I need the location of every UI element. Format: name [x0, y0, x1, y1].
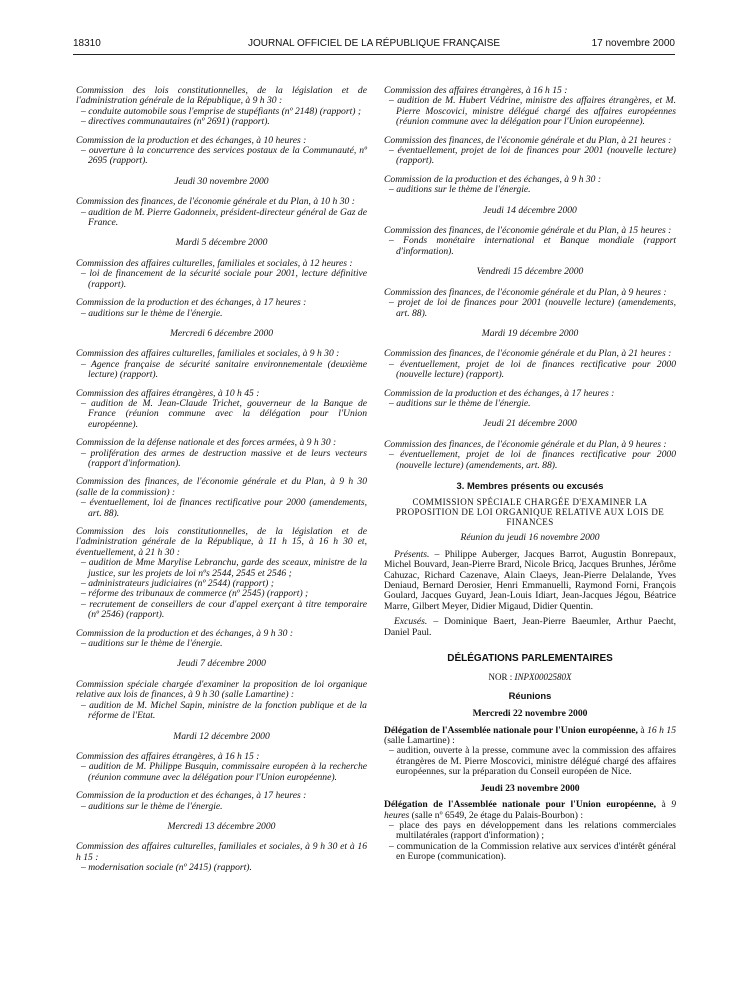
agenda-item: – auditions sur le thème de l'énergie. — [76, 639, 367, 649]
commission-heading: Commission des finances, de l'économie générale et du Plan, à 10 h 30 : — [76, 196, 355, 208]
agenda-block — [76, 197, 367, 228]
issue-date: 17 novembre 2000 — [591, 38, 675, 49]
date-heading: Mardi 19 décembre 2000 — [481, 327, 579, 339]
agenda-item: – éventuellement, projet de loi de finances pour 2001 (nouvelle lecture) (rapport). — [384, 146, 676, 167]
commission-heading: Commission spéciale chargée d'examiner la proposition de loi organique relative aux lois de finances, à 9 h 30 (salle Lamartine) : — [76, 678, 367, 701]
nor-reference — [384, 672, 676, 682]
date-heading: Mercredi 13 décembre 2000 — [167, 820, 276, 832]
agenda-item: – Fonds monétaire international et Banque mondiale (rapport d'information). — [384, 236, 676, 257]
agenda-block — [76, 136, 367, 167]
delegation-name: Délégation de l'Assemblée nationale pour l'Union européenne, — [384, 799, 657, 811]
date-heading: Jeudi 14 décembre 2000 — [483, 204, 577, 216]
delegation-item: – communication de la Commission relative aux services d'intérêt général en Europe (communication). — [384, 842, 676, 863]
agenda-block — [384, 86, 676, 128]
delegation-place: (salle nº 6549, 2e étage du Palais-Bourbon) : — [409, 809, 583, 821]
agenda-item: – prolifération des armes de destruction massive et de leurs vecteurs (rapport d'information). — [76, 449, 367, 470]
commission-heading: Commission des affaires culturelles, familiales et sociales, à 9 h 30 : — [76, 348, 340, 360]
agenda-block — [76, 842, 367, 873]
agenda-block — [76, 389, 367, 431]
commission-heading: Commission de la production et des échanges, à 17 heures : — [76, 297, 307, 309]
agenda-block — [76, 438, 367, 469]
agenda-item: – audition de Mme Marylise Lebranchu, garde des sceaux, ministre de la justice, sur les projets de loi nºs 2544, 2545 et 2546 ; — [76, 558, 367, 579]
members-section — [384, 481, 676, 638]
agenda-item: – auditions sur le thème de l'énergie. — [76, 309, 367, 319]
agenda-item: – éventuellement, loi de finances rectificative pour 2000 (amendements, art. 88). — [76, 498, 367, 519]
agenda-block — [76, 680, 367, 722]
delegation-name: Délégation de l'Assemblée nationale pour l'Union européenne, — [384, 724, 638, 736]
members-section-title: 3. Membres présents ou excusés — [456, 479, 604, 491]
date-heading: Vendredi 15 décembre 2000 — [476, 266, 584, 278]
agenda-item: – administrateurs judiciaires (nº 2544) (rapport) ; — [76, 579, 367, 589]
excused-label: Excusés. — [394, 616, 428, 628]
delegation-heading — [384, 800, 676, 821]
agenda-item: – modernisation sociale (nº 2415) (rapport). — [76, 863, 367, 873]
delegations-title: DÉLÉGATIONS PARLEMENTAIRES — [447, 653, 613, 665]
delegation-time: 9 heures — [384, 799, 676, 821]
agenda-item: – Agence française de sécurité sanitaire environnementale (deuxième lecture) (rapport). — [76, 360, 367, 381]
agenda-item: – auditions sur le thème de l'énergie. — [76, 802, 367, 812]
commission-title: COMMISSION SPÉCIALE CHARGÉE D'EXAMINER LA PROPOSITION DE LOI ORGANIQUE RELATIVE AUX LOIS DE FINANCES — [395, 497, 665, 528]
agenda-item: – recrutement de conseillers de cour d'appel exerçant à titre temporaire (nº 2546) (rapport). — [76, 600, 367, 621]
commission-heading: Commission des finances, de l'économie générale et du Plan, à 9 heures : — [384, 438, 667, 450]
agenda-block — [384, 389, 676, 410]
date-heading: Jeudi 30 novembre 2000 — [174, 175, 269, 187]
agenda-block — [76, 298, 367, 319]
agenda-item: – audition de M. Jean-Claude Trichet, gouverneur de la Banque de France (réunion commune avec la délégation pour l'Union européenne). — [76, 399, 367, 430]
agenda-item: – auditions sur le thème de l'énergie. — [384, 185, 676, 195]
agenda-item: – audition de M. Hubert Védrine, ministre des affaires étrangères, et M. Pierre Moscovici, ministre délégué chargé des affaires européennes (réunion commune avec la délégation pour l'Union européenne). — [384, 96, 676, 127]
date-heading: Jeudi 21 décembre 2000 — [483, 418, 577, 430]
agenda-item: – éventuellement, projet de loi de finances rectificative pour 2000 (nouvelle lecture) (amendements, art. 88). — [384, 450, 676, 471]
agenda-item: – ouverture à la concurrence des services postaux de la Communauté, nº 2695 (rapport). — [76, 146, 367, 167]
commission-heading: Commission des lois constitutionnelles, de la législation et de l'administration générale de la République, à 9 h 30 : — [76, 85, 367, 107]
agenda-block — [76, 477, 367, 519]
agenda-block — [384, 440, 676, 471]
delegation-heading — [384, 726, 676, 747]
delegation-date: Mercredi 22 novembre 2000 — [472, 708, 588, 720]
commission-heading: Commission des affaires étrangères, à 16 h 15 : — [384, 85, 568, 96]
commission-heading: Commission de la production et des échanges, à 10 heures : — [76, 134, 307, 146]
agenda-item: – conduite automobile sous l'emprise de stupéfiants (nº 2148) (rapport) ; — [76, 107, 367, 117]
left-column — [76, 86, 367, 882]
delegation-item: – audition, ouverte à la presse, commune avec la commission des affaires étrangères de M. Pierre Moscovici, ministre délégué chargé des affaires européennes, sur la préparation du Conseil européen de Nice. — [384, 746, 676, 777]
agenda-block — [384, 175, 676, 196]
commission-heading: Commission des finances, de l'économie générale et du Plan, à 21 heures : — [384, 348, 672, 360]
header-rule — [73, 54, 675, 55]
present-names: – Philippe Auberger, Jacques Barrot, Augustin Bonrepaux, Michel Bouvard, Jean-Pierre Brard, Nicole Bricq, Jacques Brunhes, Jérôme Cahuzac, Richard Cazenave, Alain Claeys, Jean-Pierre Delalande, Yves Deniaud, Bernard Derosier, Henri Emmanuelli, Raymond Forni, François Goulard, Jacques Guyard, Jean-Louis Idiart, Jean-Jacques Jégou, Béatrice Marre, Gilbert Meyer, Didier Migaud, Didier Quentin. — [384, 548, 676, 612]
delegation-entries — [384, 709, 676, 862]
present-paragraph — [384, 550, 676, 612]
commission-heading: Commission de la production et des échanges, à 17 heures : — [76, 790, 307, 802]
commission-heading: Commission de la production et des échanges, à 17 heures : — [384, 387, 615, 399]
delegations-section — [384, 654, 676, 863]
commission-heading: Commission des affaires étrangères, à 16 h 15 : — [76, 750, 260, 762]
agenda-block — [76, 527, 367, 621]
delegation-at: à — [637, 724, 648, 736]
agenda-block — [384, 288, 676, 319]
agenda-block — [76, 791, 367, 812]
commission-heading: Commission des finances, de l'économie générale et du Plan, à 15 heures : — [384, 225, 672, 237]
agenda-block — [384, 136, 676, 167]
commission-heading: Commission de la production et des échanges, à 9 h 30 : — [76, 627, 294, 639]
delegation-item: – place des pays en développement dans les relations commerciales multilatérales (rapport d'information) ; — [384, 821, 676, 842]
page-number: 18310 — [73, 38, 101, 49]
agenda-block — [76, 629, 367, 650]
nor-code: INPX0002580X — [514, 672, 572, 683]
right-column-agenda — [384, 86, 676, 471]
commission-heading: Commission de la production et des échanges, à 9 h 30 : — [384, 173, 602, 185]
journal-title: JOURNAL OFFICIEL DE LA RÉPUBLIQUE FRANÇAISE — [247, 38, 501, 49]
agenda-block — [76, 752, 367, 783]
date-heading: Jeudi 7 décembre 2000 — [177, 658, 266, 670]
agenda-item: – loi de financement de la sécurité sociale pour 2001, lecture définitive (rapport). — [76, 269, 367, 290]
meeting-date: Réunion du jeudi 16 novembre 2000 — [460, 532, 600, 544]
commission-heading: Commission des affaires étrangères, à 10 h 45 : — [76, 387, 260, 399]
agenda-block — [76, 349, 367, 380]
agenda-item: – audition de M. Michel Sapin, ministre de la fonction publique et de la réforme de l'Etat. — [76, 701, 367, 722]
date-heading: Mercredi 6 décembre 2000 — [169, 327, 274, 339]
right-column — [384, 86, 676, 863]
date-heading: Mardi 5 décembre 2000 — [175, 237, 268, 249]
agenda-item: – éventuellement, projet de loi de finances rectificative pour 2000 (nouvelle lecture) (rapport). — [384, 360, 676, 381]
page-header — [73, 38, 675, 54]
agenda-item: – projet de loi de finances pour 2001 (nouvelle lecture) (amendements, art. 88). — [384, 298, 676, 319]
date-heading: Mardi 12 décembre 2000 — [173, 730, 270, 742]
delegation-date: Jeudi 23 novembre 2000 — [480, 782, 580, 794]
excused-paragraph — [384, 617, 676, 638]
agenda-block — [384, 226, 676, 257]
present-label: Présents. — [394, 548, 430, 560]
agenda-item: – audition de M. Philippe Busquin, commissaire européen à la recherche (réunion commune avec la délégation pour l'Union européenne). — [76, 762, 367, 783]
agenda-item: – audition de M. Pierre Gadonneix, président-directeur général de Gaz de France. — [76, 208, 367, 229]
agenda-block — [76, 259, 367, 290]
agenda-item: – directives communautaires (nº 2691) (rapport). — [76, 117, 367, 127]
commission-heading: Commission des finances, de l'économie générale et du Plan, à 9 h 30 (salle de la commission) : — [76, 476, 367, 498]
commission-heading: Commission des affaires culturelles, familiales et sociales, à 12 heures : — [76, 257, 353, 269]
delegation-time: 16 h 15 — [647, 724, 677, 736]
delegation-at: à — [656, 799, 672, 811]
delegation-place: (salle Lamartine) : — [384, 735, 455, 747]
nor-label: NOR : — [488, 672, 515, 683]
commission-heading: Commission des lois constitutionnelles, de la législation et de l'administration générale de la République, à 11 h 15, à 16 h 30 et, éventuellement, à 21 h 30 : — [76, 526, 367, 558]
commission-heading: Commission de la défense nationale et des forces armées, à 9 h 30 : — [76, 437, 337, 449]
commission-heading: Commission des finances, de l'économie générale et du Plan, à 9 heures : — [384, 286, 667, 298]
excused-names: – Dominique Baert, Jean-Pierre Baeumler, Arthur Paecht, Daniel Paul. — [384, 616, 676, 638]
agenda-item: – auditions sur le thème de l'énergie. — [384, 399, 676, 409]
agenda-item: – réforme des tribunaux de commerce (nº 2545) (rapport) ; — [76, 589, 367, 599]
commission-heading: Commission des finances, de l'économie générale et du Plan, à 21 heures : — [384, 134, 672, 146]
agenda-block — [384, 349, 676, 380]
commission-heading: Commission des affaires culturelles, familiales et sociales, à 9 h 30 et à 16 h 15 : — [76, 841, 367, 863]
reunions-heading: Réunions — [508, 689, 552, 701]
agenda-block — [76, 86, 367, 128]
